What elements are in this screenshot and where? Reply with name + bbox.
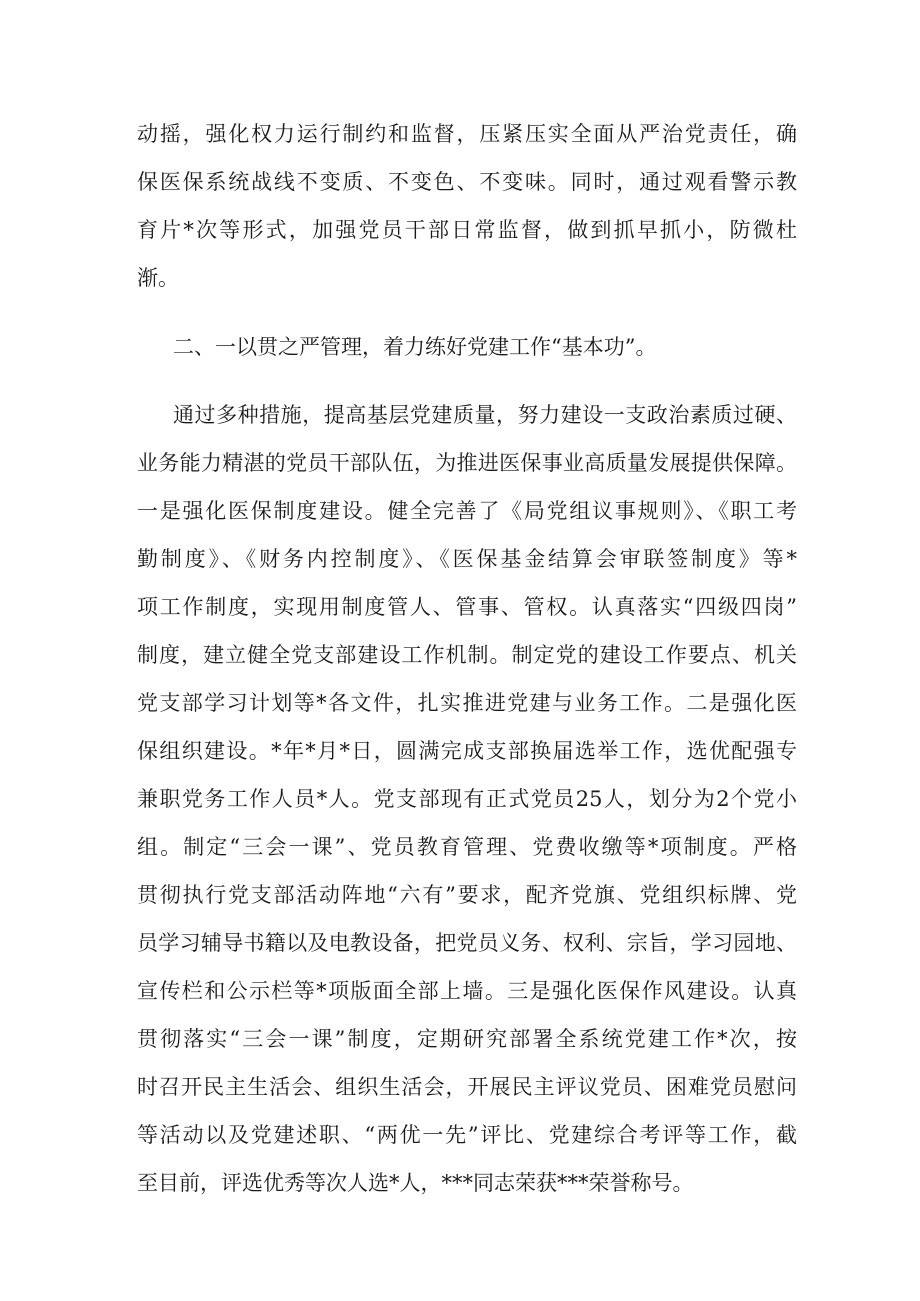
text-line: 至目前，评选优秀等次人选*人，***同志荣获***荣誉称号。 (137, 1171, 694, 1195)
paragraph-2 (137, 391, 797, 1207)
text-line: 组。制定“三会一课”、党员教育管理、党费收缴等*项制度。严格 (137, 835, 797, 859)
text-line: 等活动以及党建述职、“两优一先”评比、党建综合考评等工作，截 (137, 1123, 797, 1147)
text-line: 兼职党务工作人员*人。党支部现有正式党员25人，划分为2个党小 (137, 787, 797, 811)
text-line: 员学习辅导书籍以及电教设备，把党员义务、权利、宗旨，学习园地、 (137, 931, 797, 955)
text-line: 保医保系统战线不变质、不变色、不变味。同时，通过观看警示教 (137, 170, 797, 194)
paragraph-spacer (137, 371, 797, 391)
text-line: 通过多种措施，提高基层党建质量，努力建设一支政治素质过硬、 (173, 403, 797, 427)
text-line: 贯彻落实“三会一课”制度，定期研究部署全系统党建工作*次，按 (137, 1027, 797, 1051)
text-line: 保组织建设。*年*月*日，圆满完成支部换届选举工作，选优配强专 (137, 739, 797, 763)
section-heading: 二、一以贯之严管理，着力练好党建工作“基本功”。 (173, 335, 657, 359)
text-line: 动摇，强化权力运行制约和监督，压紧压实全面从严治党责任，确 (137, 122, 797, 146)
document-body (137, 110, 797, 1207)
text-line: 党支部学习计划等*各文件，扎实推进党建与业务工作。二是强化医 (137, 691, 797, 715)
text-line: 制度，建立健全党支部建设工作机制。制定党的建设工作要点、机关 (137, 643, 797, 667)
text-line: 宣传栏和公示栏等*项版面全部上墙。三是强化医保作风建设。认真 (137, 979, 797, 1003)
text-line: 贯彻执行党支部活动阵地“六有”要求，配齐党旗、党组织标牌、党 (137, 883, 797, 907)
text-line: 业务能力精湛的党员干部队伍，为推进医保事业高质量发展提供保障。 (137, 451, 797, 475)
text-line: 一是强化医保制度建设。健全完善了《局党组议事规则》、《职工考 (137, 499, 797, 523)
text-line: 时召开民主生活会、组织生活会，开展民主评议党员、困难党员慰问 (137, 1075, 797, 1099)
text-line: 项工作制度，实现用制度管人、管事、管权。认真落实“四级四岗” (137, 595, 797, 619)
text-line: 渐。 (137, 266, 179, 290)
text-line: 育片*次等形式，加强党员干部日常监督，做到抓早抓小，防微杜 (137, 218, 797, 242)
text-line: 勤制度》、《财务内控制度》、《医保基金结算会审联签制度》等* (137, 547, 797, 571)
paragraph-1 (137, 110, 797, 302)
